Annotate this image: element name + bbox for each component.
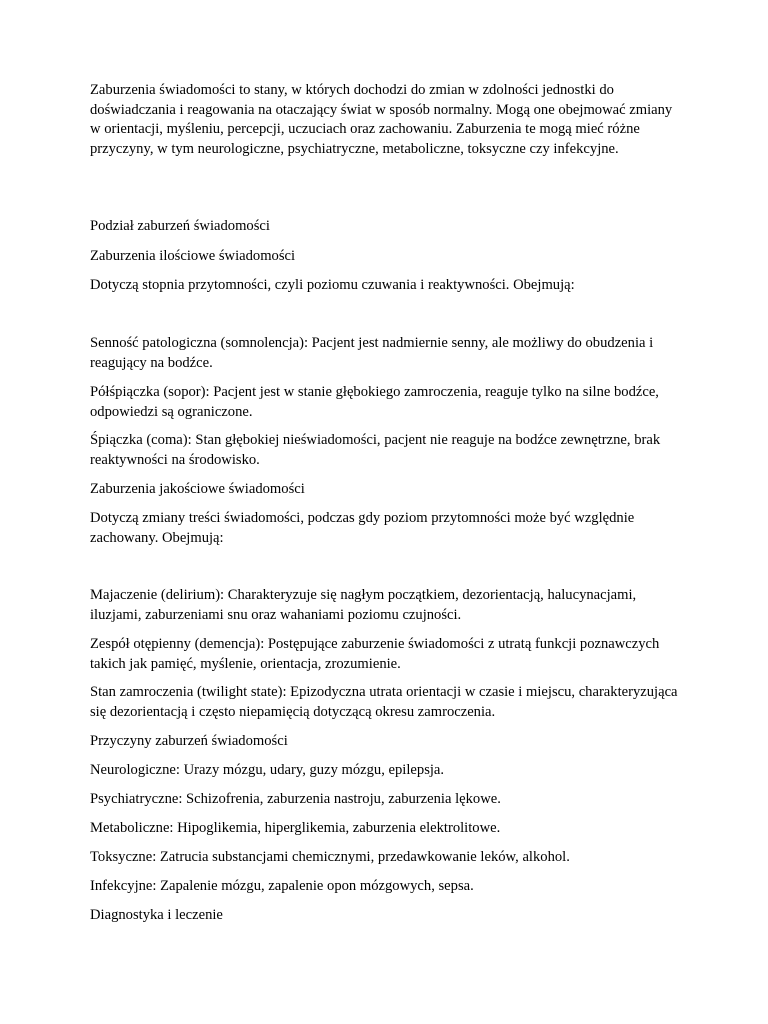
cause-psychiatric: Psychiatryczne: Schizofrenia, zaburzenia nastroju, zaburzenia lękowe. xyxy=(90,791,501,807)
item-delirium: Majaczenie (delirium): Charakteryzuje się nagłym początkiem, dezorientacją, halucynacjami, iluzjami, zaburzeniami snu oraz wahaniami poziomu czujności. xyxy=(90,587,637,623)
item-dementia: Zespół otępienny (demencja): Postępujące zaburzenie świadomości z utratą funkcji poznawczych takich jak pamięć, myślenie, orientacja, zrozumienie. xyxy=(90,636,660,672)
section-heading-diagnostics: Diagnostyka i leczenie xyxy=(90,907,223,923)
item-coma: Śpiączka (coma): Stan głębokiej nieświadomości, pacjent nie reaguje na bodźce zewnętrzne, brak reaktywności na środowisko. xyxy=(90,432,661,468)
cause-neurological: Neurologiczne: Urazy mózgu, udary, guzy mózgu, epilepsja. xyxy=(90,762,445,778)
item-twilight-state: Stan zamroczenia (twilight state): Epizodyczna utrata orientacji w czasie i miejscu, charakteryzująca się dezorientacją i często niepamięcią dotyczącą okresu zamroczenia. xyxy=(90,684,678,720)
intro-paragraph: Zaburzenia świadomości to stany, w których dochodzi do zmian w zdolności jednostki do doświadczania i reagowania na otaczający świat w sposób normalny. Mogą one obejmować zmiany w orientacji, myśleniu, percepcji, uczuciach oraz zachowaniu. Zaburzenia te mogą mieć różne przyczyny, w tym neurologiczne, psychiatryczne, metaboliczne, toksyczne czy infekcyjne. xyxy=(90,82,673,157)
item-sopor: Półśpiączka (sopor): Pacjent jest w stanie głębokiego zamroczenia, reaguje tylko na silne bodźce, odpowiedzi są ograniczone. xyxy=(90,384,659,420)
subheading-quantitative: Zaburzenia ilościowe świadomości xyxy=(90,248,296,264)
quantitative-description: Dotyczą stopnia przytomności, czyli poziomu czuwania i reaktywności. Obejmują: xyxy=(90,277,575,293)
item-somnolence: Senność patologiczna (somnolencja): Pacjent jest nadmiernie senny, ale możliwy do obudzenia i reagujący na bodźce. xyxy=(90,335,654,371)
section-heading-classification: Podział zaburzeń świadomości xyxy=(90,218,270,234)
qualitative-description: Dotyczą zmiany treści świadomości, podczas gdy poziom przytomności może być względnie zachowany. Obejmują: xyxy=(90,510,635,546)
subheading-qualitative: Zaburzenia jakościowe świadomości xyxy=(90,481,305,497)
section-heading-causes: Przyczyny zaburzeń świadomości xyxy=(90,733,288,749)
cause-infectious: Infekcyjne: Zapalenie mózgu, zapalenie opon mózgowych, sepsa. xyxy=(90,878,474,894)
cause-toxic: Toksyczne: Zatrucia substancjami chemicznymi, przedawkowanie leków, alkohol. xyxy=(90,849,570,865)
cause-metabolic: Metaboliczne: Hipoglikemia, hiperglikemia, zaburzenia elektrolitowe. xyxy=(90,820,501,836)
